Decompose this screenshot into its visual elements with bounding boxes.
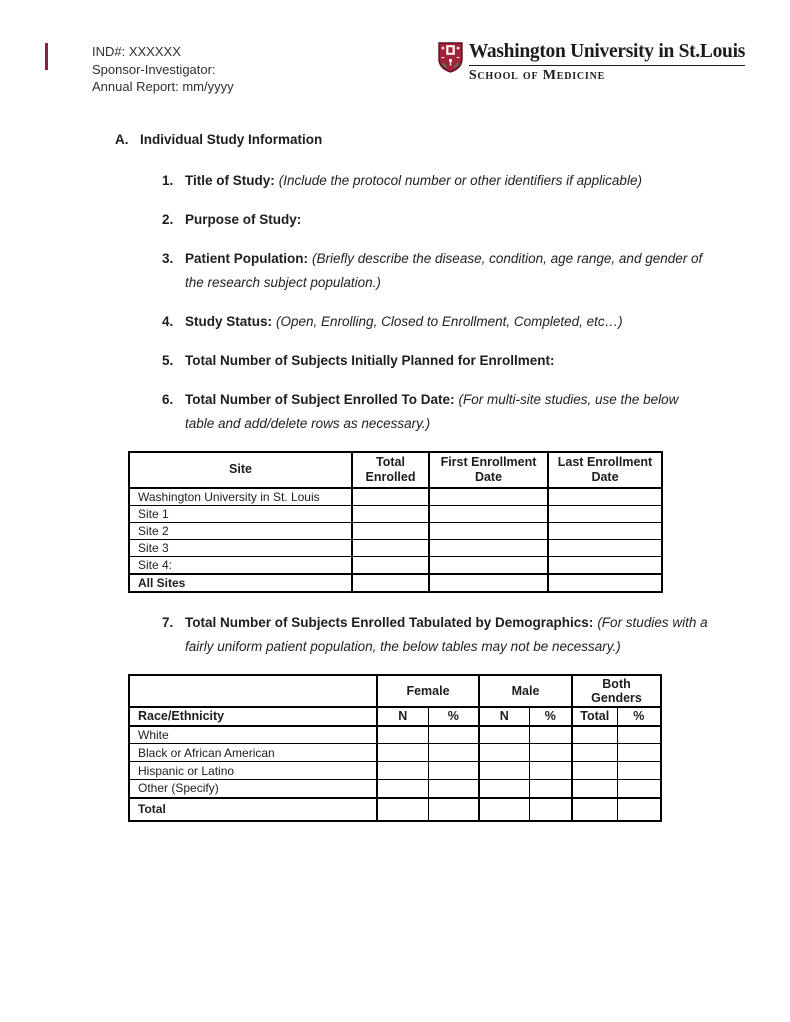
empty-cell	[428, 744, 479, 762]
column-header-male-pct: %	[529, 707, 572, 726]
table-row-site-4	[129, 556, 662, 574]
column-header-first-enrollment-date: First Enrollment Date	[429, 452, 548, 488]
table-row-site-1	[129, 505, 662, 522]
column-header-last-enrollment-date: Last Enrollment Date	[548, 452, 662, 488]
university-name: Washington University in St.Louis	[468, 41, 745, 62]
ind-number-line: IND#: XXXXXX	[92, 44, 181, 59]
item-demographics	[162, 611, 790, 659]
site-cell: All Sites	[129, 574, 352, 592]
column-header-site: Site	[129, 452, 352, 488]
race-cell: White	[129, 726, 377, 744]
empty-cell	[617, 726, 661, 744]
empty-cell	[428, 798, 479, 821]
empty-cell	[428, 762, 479, 780]
item-label: Total Number of Subject Enrolled To Date:	[185, 391, 455, 407]
group-header-male: Male	[479, 675, 572, 707]
item-label: Total Number of Subjects Enrolled Tabulated by Demographics:	[185, 614, 594, 630]
empty-cell	[429, 539, 548, 556]
empty-cell	[377, 762, 428, 780]
enrollment-table	[128, 451, 663, 593]
item-label: Total Number of Subjects Initially Planned for Enrollment:	[185, 352, 555, 368]
item-number: 2.	[162, 211, 174, 227]
demographics-table	[128, 674, 662, 822]
item-subjects-enrolled-to-date	[162, 388, 790, 436]
table-row-total	[129, 798, 661, 821]
empty-cell	[548, 488, 662, 506]
empty-cell	[572, 798, 617, 821]
empty-cell	[529, 780, 572, 798]
item-number: 3.	[162, 250, 174, 266]
empty-cell	[479, 726, 529, 744]
enrollment-header-row	[129, 452, 662, 488]
item-number: 5.	[162, 352, 174, 368]
form-body	[0, 132, 790, 822]
section-title: Individual Study Information	[140, 131, 323, 147]
empty-cell	[352, 539, 429, 556]
empty-cell	[572, 762, 617, 780]
empty-header-cell	[129, 675, 377, 707]
site-cell: Washington University in St. Louis	[129, 488, 352, 506]
table-row-black-or-african-american	[129, 744, 661, 762]
race-cell: Other (Specify)	[129, 780, 377, 798]
site-cell: Site 1	[129, 505, 352, 522]
empty-cell	[548, 505, 662, 522]
column-header-both-total: Total	[572, 707, 617, 726]
item-number: 1.	[162, 172, 174, 188]
item-number: 6.	[162, 391, 174, 407]
item-note: (Open, Enrolling, Closed to Enrollment, Completed, etc…)	[276, 313, 623, 329]
empty-cell	[429, 488, 548, 506]
empty-cell	[479, 762, 529, 780]
item-label: Purpose of Study:	[185, 211, 302, 227]
column-header-female-n: N	[377, 707, 428, 726]
empty-cell	[429, 522, 548, 539]
empty-cell	[352, 522, 429, 539]
empty-cell	[617, 762, 661, 780]
table-row-washu	[129, 488, 662, 506]
school-name: School of Medicine	[469, 65, 745, 84]
section-letter: A.	[115, 131, 129, 147]
empty-cell	[429, 505, 548, 522]
item-note: (Include the protocol number or other identifiers if applicable)	[278, 172, 642, 188]
item-purpose-of-study	[162, 208, 790, 232]
group-header-female: Female	[377, 675, 479, 707]
report-meta-block	[92, 43, 234, 96]
item-note: (Briefly describe the disease, condition, age range, and gender of the research subject population.)	[185, 250, 703, 290]
column-header-both-pct: %	[617, 707, 661, 726]
washu-shield-icon	[438, 41, 463, 78]
item-note: (For multi-site studies, use the below table and add/delete rows as necessary.)	[185, 391, 679, 431]
empty-cell	[479, 798, 529, 821]
sponsor-investigator-line: Sponsor-Investigator:	[92, 61, 216, 77]
item-label: Patient Population:	[185, 250, 308, 266]
empty-cell	[617, 744, 661, 762]
empty-cell	[529, 726, 572, 744]
race-cell: Total	[129, 798, 377, 821]
empty-cell	[548, 539, 662, 556]
empty-cell	[548, 574, 662, 592]
item-number: 7.	[162, 614, 174, 630]
item-patient-population	[162, 247, 790, 295]
column-header-female-pct: %	[428, 707, 479, 726]
table-row-site-2	[129, 522, 662, 539]
item-number: 4.	[162, 313, 174, 329]
table-row-hispanic-or-latino	[129, 762, 661, 780]
item-label: Study Status:	[185, 313, 273, 329]
empty-cell	[617, 798, 661, 821]
column-header-race-ethnicity: Race/Ethnicity	[129, 707, 377, 726]
empty-cell	[352, 488, 429, 506]
item-study-status	[162, 310, 790, 334]
demographics-subheader-row	[129, 707, 661, 726]
empty-cell	[377, 744, 428, 762]
empty-cell	[529, 744, 572, 762]
empty-cell	[377, 726, 428, 744]
item-note: (For studies with a fairly uniform patient population, the below tables may not be necessary.)	[185, 614, 708, 654]
empty-cell	[529, 798, 572, 821]
race-cell: Hispanic or Latino	[129, 762, 377, 780]
empty-cell	[429, 574, 548, 592]
empty-cell	[479, 744, 529, 762]
empty-cell	[617, 780, 661, 798]
empty-cell	[377, 798, 428, 821]
empty-cell	[548, 522, 662, 539]
empty-cell	[572, 726, 617, 744]
demographics-group-header-row	[129, 675, 661, 707]
table-row-other-specify	[129, 780, 661, 798]
empty-cell	[479, 780, 529, 798]
university-logo	[438, 41, 745, 84]
column-header-male-n: N	[479, 707, 529, 726]
empty-cell	[529, 762, 572, 780]
revision-mark-bar	[45, 43, 48, 70]
empty-cell	[352, 556, 429, 574]
item-label: Title of Study:	[185, 172, 275, 188]
item-subjects-planned	[162, 349, 790, 373]
empty-cell	[377, 780, 428, 798]
empty-cell	[428, 726, 479, 744]
site-cell: Site 4:	[129, 556, 352, 574]
empty-cell	[572, 780, 617, 798]
empty-cell	[352, 574, 429, 592]
table-row-white	[129, 726, 661, 744]
item-title-of-study	[162, 169, 790, 193]
logo-text-block	[469, 41, 745, 84]
empty-cell	[352, 505, 429, 522]
table-row-all-sites	[129, 574, 662, 592]
annual-report-line: Annual Report: mm/yyyy	[92, 79, 234, 94]
column-header-total-enrolled: Total Enrolled	[352, 452, 429, 488]
empty-cell	[429, 556, 548, 574]
section-a-heading	[115, 132, 790, 147]
site-cell: Site 2	[129, 522, 352, 539]
group-header-both-genders: Both Genders	[572, 675, 661, 707]
document-header	[0, 0, 790, 96]
site-cell: Site 3	[129, 539, 352, 556]
table-row-site-3	[129, 539, 662, 556]
empty-cell	[548, 556, 662, 574]
empty-cell	[428, 780, 479, 798]
empty-cell	[572, 744, 617, 762]
race-cell: Black or African American	[129, 744, 377, 762]
